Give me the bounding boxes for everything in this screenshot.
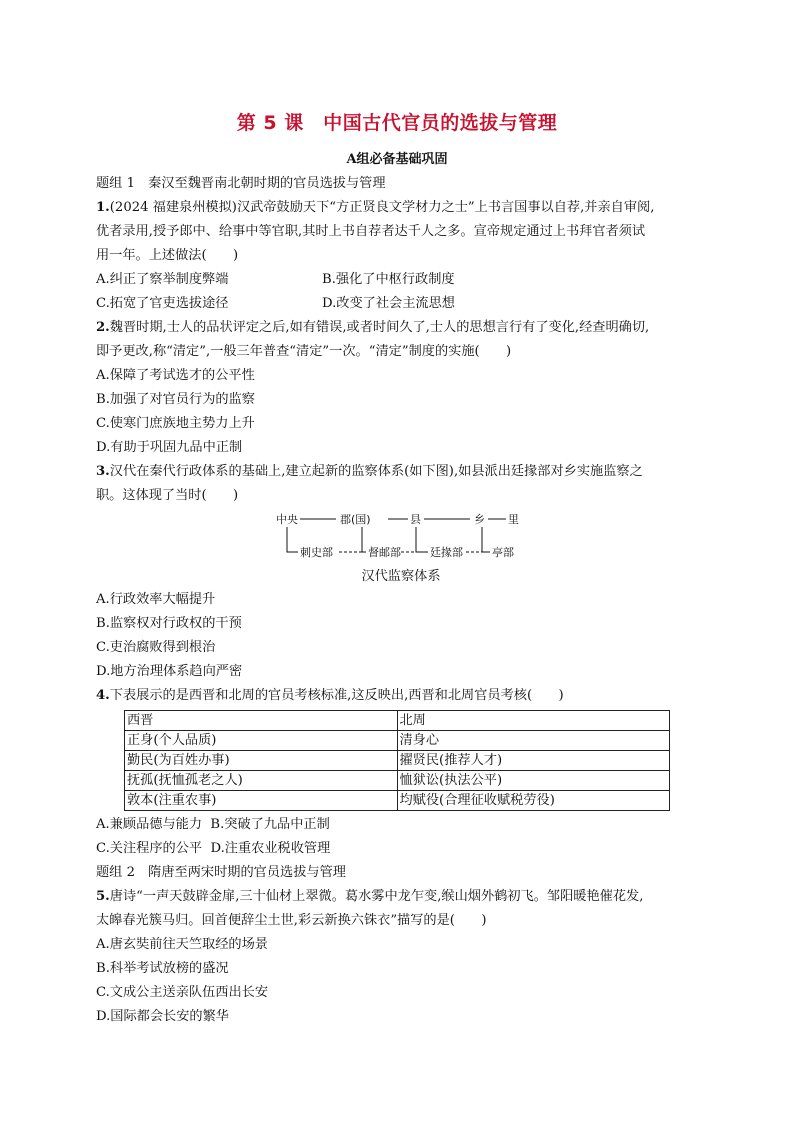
question-5-line-2: 太皞春光簇马归。回首便辞尘土世,彩云新换六铢衣”描写的是( ) (96, 913, 487, 928)
option-b[interactable]: B.突破了九品中正制 (210, 817, 330, 832)
question-number: 1. (96, 200, 110, 215)
table-row (125, 731, 670, 751)
table-row (125, 791, 670, 811)
option-c[interactable]: C.拓宽了官吏选拔途径 (96, 296, 229, 311)
question-3 (96, 460, 706, 684)
group-heading-1: 题组 1 秦汉至魏晋南北朝时期的官员选拔与管理 (96, 176, 386, 191)
content-flow (96, 172, 706, 1029)
diagram-branch (287, 527, 298, 552)
table-header-cell: 北周 (397, 711, 670, 731)
option-b[interactable]: B.科举考试放榜的盛况 (96, 961, 229, 976)
table-header-cell: 西晋 (125, 711, 398, 731)
table-cell: 敦本(注重农事) (125, 791, 398, 811)
group-heading-2: 题组 2 隋唐至两宋时期的官员选拔与管理 (96, 865, 346, 880)
diagram-node-central: 中央 (276, 513, 298, 526)
option-d[interactable]: D.改变了社会主流思想 (322, 296, 455, 311)
diagram-node-township: 乡 (474, 513, 485, 526)
table-row (125, 771, 670, 791)
question-5 (96, 885, 706, 1029)
option-c[interactable]: C.使寒门庶族地主势力上升 (96, 416, 255, 431)
option-a[interactable]: A.唐玄奘前往天竺取经的场景 (96, 937, 268, 952)
option-b[interactable]: B.强化了中枢行政制度 (322, 272, 455, 287)
question-text: 魏晋时期,士人的品状评定之后,如有错误,或者时间久了,士人的思想言行有了变化,经查明确切, (109, 320, 650, 335)
option-b[interactable]: B.监察权对行政权的干预 (96, 616, 242, 631)
diagram-branch (362, 527, 366, 552)
diagram-node-tingyuan: 廷掾部 (430, 546, 463, 559)
table-cell: 恤狱讼(执法公平) (397, 771, 670, 791)
option-a[interactable]: A.保障了考试选才的公平性 (96, 368, 255, 383)
question-1 (96, 196, 706, 316)
options-row (96, 292, 706, 316)
diagram-node-ting: 亭部 (492, 546, 514, 559)
question-number: 5. (96, 889, 110, 904)
diagram-svg (96, 508, 706, 566)
options-row (96, 813, 706, 837)
diagram-branch (416, 527, 428, 552)
supervision-diagram (96, 508, 706, 566)
question-text: 汉代在秦代行政体系的基础上,建立起新的监察体系(如下图),如县派出廷掾部对乡实施监察之 (109, 464, 643, 479)
diagram-node-cishi: 刺史部 (300, 546, 333, 559)
diagram-branch (482, 527, 490, 552)
question-number: 3. (96, 464, 110, 479)
option-c[interactable]: C.文成公主送亲队伍西出长安 (96, 985, 269, 1000)
question-number: 2. (96, 320, 110, 335)
diagram-caption: 汉代监察体系 (361, 569, 441, 584)
diagram-node-village: 里 (508, 513, 519, 526)
question-1-line-3: 用一年。上述做法( ) (96, 248, 239, 263)
question-1-line-2: 优者录用,授予郎中、给事中等官职,其时上书自荐者达千人之多。宣帝规定通过上书拜官者须试 (96, 224, 646, 239)
option-a[interactable]: A.纠正了察举制度弊端 (96, 272, 229, 287)
option-b[interactable]: B.加强了对官员行为的监察 (96, 392, 255, 407)
option-d[interactable]: D.国际都会长安的繁华 (96, 1009, 229, 1024)
option-c[interactable]: C.吏治腐败得到根治 (96, 640, 216, 655)
question-3-line-1 (96, 460, 706, 484)
options-row (96, 837, 706, 861)
table-cell: 抚孤(抚恤孤老之人) (125, 771, 398, 791)
table-row (125, 751, 670, 771)
table-cell: 正身(个人品质) (125, 731, 398, 751)
question-number: 4. (96, 688, 110, 703)
diagram-node-duyou: 督邮部 (368, 546, 401, 559)
question-4 (96, 684, 706, 861)
question-4-line-1 (96, 684, 706, 708)
diagram-node-county: 县 (410, 513, 421, 526)
page-title: 第 5 课 中国古代官员的选拔与管理 (236, 112, 558, 134)
question-3-line-2: 职。这体现了当时( ) (96, 488, 239, 503)
question-2-line-2: 即予更改,称“清定”,一般三年普查“清定”一次。“清定”制度的实施( ) (96, 344, 512, 359)
question-text: (2024 福建泉州模拟)汉武帝鼓励天下“方正贤良文学材力之士”上书言国事以自荐,并亲自审阅, (109, 200, 655, 215)
option-a[interactable]: A.行政效率大幅提升 (96, 592, 216, 607)
table-cell: 均赋役(合理征收赋税劳役) (397, 791, 670, 811)
option-d[interactable]: D.地方治理体系趋向严密 (96, 664, 243, 679)
option-d[interactable]: D.有助于巩固九品中正制 (96, 440, 243, 455)
question-2 (96, 316, 706, 460)
question-text: 下表展示的是西晋和北周的官员考核标准,这反映出,西晋和北周官员考核( ) (109, 688, 564, 703)
option-c[interactable]: C.关注程序的公平 (96, 841, 203, 856)
table-row (125, 711, 670, 731)
assessment-table (124, 710, 670, 811)
section-heading: A组必备基础巩固 (346, 152, 448, 167)
option-d[interactable]: D.注重农业税收管理 (210, 841, 331, 856)
table-cell: 勤民(为百姓办事) (125, 751, 398, 771)
option-a[interactable]: A.兼顾品德与能力 (96, 817, 203, 832)
table-cell: 清身心 (397, 731, 670, 751)
diagram-node-commandery: 郡(国) (340, 513, 371, 526)
question-text: 唐诗“一声天鼓辟金扉,三十仙材上翠微。葛水雾中龙乍变,缑山烟外鹤初飞。邹阳暖艳催花发, (109, 889, 644, 904)
question-1-line-1 (96, 196, 706, 220)
question-5-line-1 (96, 885, 706, 909)
question-2-line-1 (96, 316, 706, 340)
options-row (96, 268, 706, 292)
table-cell: 擢贤民(推荐人才) (397, 751, 670, 771)
